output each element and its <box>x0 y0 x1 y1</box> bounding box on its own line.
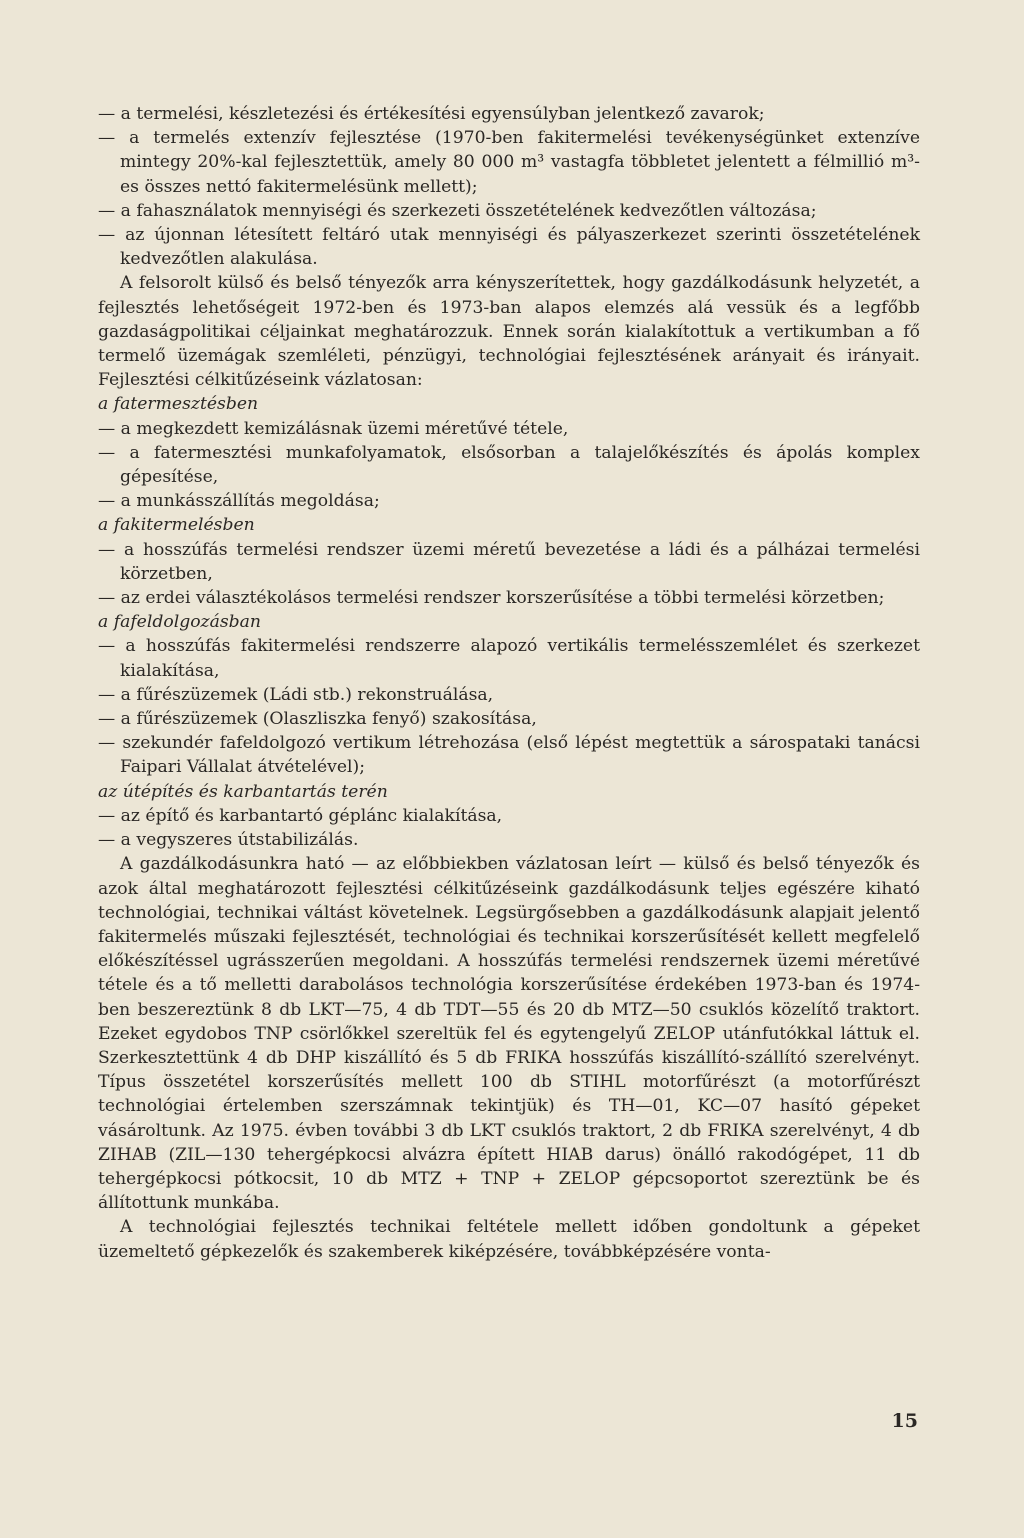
text-line: — a fahasználatok mennyiségi és szerkezeti összetételének kedvezőtlen változása; <box>98 200 817 221</box>
section-heading: a fatermesztésben <box>98 394 259 415</box>
text-line: — a vegyszeres útstabilizálás. <box>98 830 359 851</box>
text-line: — a fűrészüzemek (Ládi stb.) rekonstruálása, <box>98 684 494 705</box>
text-line: — a termelési, készletezési és értékesítési egyensúlyban jelentkező zavarok; <box>98 104 765 124</box>
text-line: — szekundér fafeldolgozó vertikum létrehozása (első lépést megtettük a sárospataki tanácsi Faipari Vállalat átvételével); <box>98 733 920 778</box>
text-line: — a hosszúfás fakitermelési rendszerre alapozó vertikális termelésszemlélet és szerkezet kialakítása, <box>98 636 920 681</box>
page-number: 15 <box>891 1410 918 1432</box>
paragraph: A technológiai fejlesztés technikai feltétele mellett időben gondoltunk a gépeket üzemeltető gépkezelők és szakemberek kiképzésére, továbbképzésére vonta- <box>98 1217 920 1262</box>
text-line: — a fűrészüzemek (Olaszliszka fenyő) szakosítása, <box>98 709 537 730</box>
text-line: — a fatermesztési munkafolyamatok, elsősorban a talajelőkészítés és ápolás komplex gépesítése, <box>98 442 920 488</box>
text-line: — a hosszúfás termelési rendszer üzemi méretű bevezetése a ládi és a pálházai termelési körzetben, <box>98 539 920 584</box>
text-line: — az erdei választékolásos termelési rendszer korszerűsítése a többi termelési körzetben; <box>98 588 885 609</box>
text-line: — a termelés extenzív fejlesztése (1970-ben fakitermelési tevékenységünket extenzíve mintegy 20%-kal fejlesztettük, amely 80 000 m³ vastagfa többletet jelentett a félmillió m³-es összes nettó fakitermelésünk mellett); <box>98 128 920 197</box>
paragraph: A felsorolt külső és belső tényezők arra kényszerítettek, hogy gazdálkodásunk helyzetét, a fejlesztés lehetőségeit 1972-ben és 1973-ban alapos elemzés alá vessük és a legfőbb gazdaságpolitikai céljainkat meghatározzuk. Ennek során kialakítottuk a vertikumban a fő termelő üzemágak szemléleti, pénzügyi, technológiai fejlesztésének arányait és irányait. Fejlesztési célkitűzéseink vázlatosan: <box>98 273 920 391</box>
page-text <box>98 102 920 1264</box>
section-heading: a fakitermelésben <box>98 515 255 536</box>
text-line: — a megkezdett kemizálásnak üzemi méretűvé tétele, <box>98 418 569 439</box>
text-line: — az építő és karbantartó géplánc kialakítása, <box>98 805 503 826</box>
section-heading: az útépítés és karbantartás terén <box>98 781 388 802</box>
section-heading: a fafeldolgozásban <box>98 612 261 633</box>
paragraph: A gazdálkodásunkra ható — az előbbiekben vázlatosan leírt — külső és belső tényezők és azok által meghatározott fejlesztési célkitűzéseink gazdálkodásunk teljes egészére kiható technológiai, technikai váltást követelnek. Legsürgősebben a gazdálkodásunk alapjait jelentő fakitermelés műszaki fejlesztését, technológiai és technikai korszerűsítését kellett megfelelő előkészítéssel ugrásszerűen megoldani. A hosszúfás termelési rendszernek üzemi méretűvé tétele és a tő melletti darabolásos technológia korszerűsítése érdekében 1973-ban és 1974-ben beszereztünk 8 db LKT—75, 4 db TDT—55 és 20 db MTZ—50 csuklós közelítő traktort. Ezeket egydobos TNP csörlőkkel szereltük fel és egytengelyű ZELOP utánfutókkal láttuk el. Szerkesztettünk 4 db DHP kiszállító és 5 db FRIKA hosszúfás kiszállító-szállító szerelvényt. Típus összetétel korszerűsítés mellett 100 db STIHL motorfűrészt (a motorfűrészt technológiai értelemben szerszámnak tekintjük) és TH—01, KC—07 hasító gépeket vásároltunk. Az 1975. évben további 3 db LKT csuklós traktort, 2 db FRIKA szerelvényt, 4 db ZIHAB (ZIL—130 tehergépkocsi alvázra épített HIAB darus) önálló rakodógépet, 11 db tehergépkocsi pótkocsit, 10 db MTZ + TNP + ZELOP gépcsoportot szereztünk be és állítottunk munkába. <box>98 854 920 1214</box>
text-line: — a munkásszállítás megoldása; <box>98 491 380 512</box>
text-line: — az újonnan létesített feltáró utak mennyiségi és pályaszerkezet szerinti összetételének kedvezőtlen alakulása. <box>98 225 920 270</box>
